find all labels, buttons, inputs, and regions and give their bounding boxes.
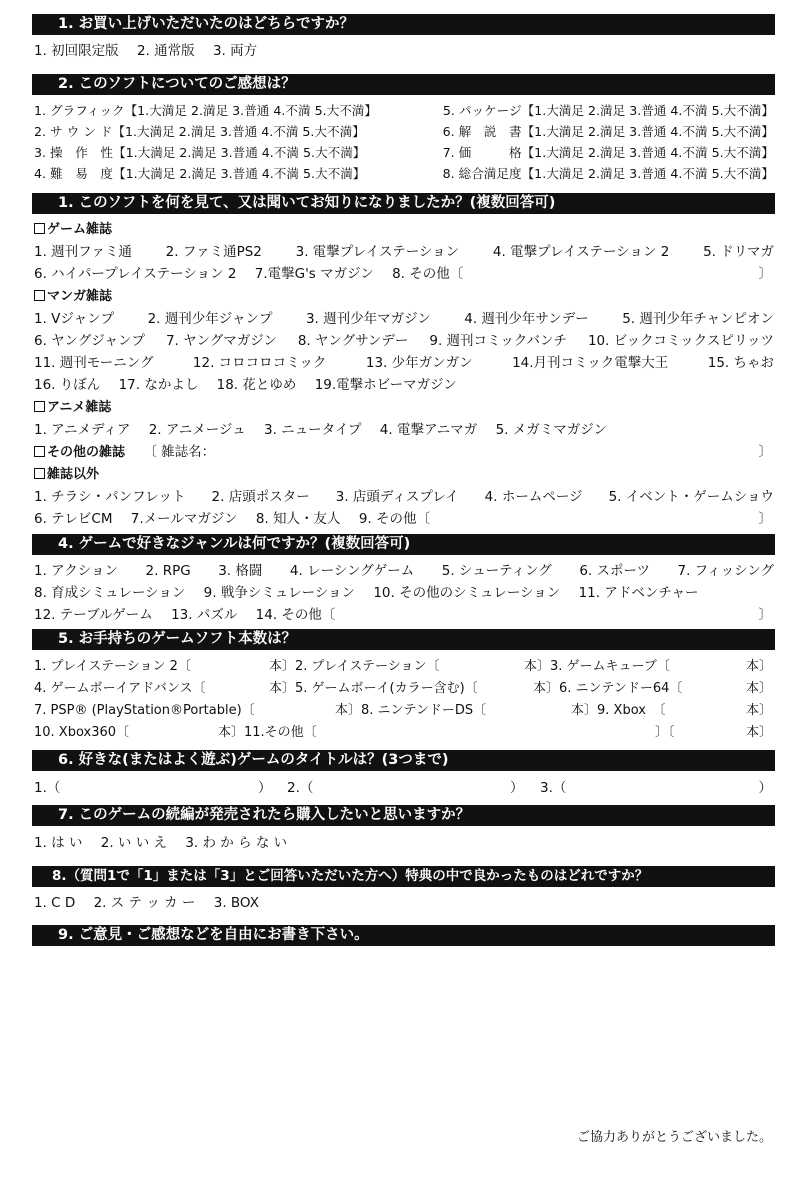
checkbox-icon[interactable] — [34, 468, 45, 479]
q2-item-price[interactable]: 7. 価 格【1.大満足 2.満足 3.普通 4.不満 5.大不満】 — [442, 145, 774, 160]
non-mag-row-1 — [34, 486, 774, 508]
q2-item-graphic[interactable]: 1. グラフィック【1.大満足 2.満足 3.普通 4.不満 5.大不満】 — [34, 103, 377, 118]
q5-end: 本〕 — [745, 659, 772, 674]
option[interactable]: 6. ヤングジャンプ — [34, 333, 145, 349]
q2-item-controls[interactable]: 3. 操 作 性【1.大満足 2.満足 3.普通 4.不満 5.大不満】 — [34, 145, 366, 160]
manga-mag-label: マンガ雑誌 — [34, 286, 774, 308]
option[interactable]: 14.月刊コミック電撃大王 — [512, 355, 669, 371]
q5-xbox[interactable]: 本〕9. Xbox 〔 — [571, 703, 666, 718]
option[interactable]: 6. テレビCM — [34, 511, 113, 527]
option-other[interactable]: 8. その他〔 — [392, 266, 464, 282]
q4-row-1 — [34, 560, 774, 582]
q5-ds[interactable]: 本〕8. ニンテンドーDS〔 — [335, 703, 487, 718]
option[interactable]: 2. RPG — [145, 563, 191, 579]
option[interactable]: 8. ヤングサンデー — [297, 333, 409, 349]
q9-header: 9. ご意見・ご感想などを自由にお書き下さい。 — [32, 925, 775, 946]
q5-xbox360[interactable]: 10. Xbox360〔 — [34, 725, 130, 740]
q6-title-3-open[interactable]: 3.（ — [540, 780, 567, 796]
option[interactable]: 11. 週刊モーニング — [34, 355, 154, 371]
q5-header: 5. お手持ちのゲームソフト本数は？ — [32, 629, 775, 650]
option[interactable]: 13. パズル — [171, 607, 238, 623]
other-mag-label: その他の雑誌 — [47, 445, 126, 460]
option[interactable]: 1. 週刊ファミ通 — [34, 244, 132, 260]
option[interactable]: 3. 週刊少年マガジン — [305, 311, 431, 327]
checkbox-icon[interactable] — [34, 446, 45, 457]
q5-n64[interactable]: 本〕6. ニンテンドー64〔 — [533, 681, 683, 696]
option[interactable]: 17. なかよし — [118, 377, 199, 393]
manga-mag-row-2 — [34, 330, 774, 352]
option[interactable]: 5. シューティング — [441, 563, 552, 579]
option[interactable]: 4. レーシングゲーム — [289, 563, 415, 579]
option[interactable]: 2. 週刊少年ジャンプ — [147, 311, 273, 327]
other-mag-row — [34, 441, 774, 463]
q6-title-3-close: ） — [758, 780, 772, 796]
checkbox-icon[interactable] — [34, 223, 45, 234]
q2-row-4 — [34, 163, 774, 185]
option-other[interactable]: 9. その他〔 — [358, 511, 430, 527]
closing-text: ご協力ありがとうございました。 — [576, 1130, 772, 1145]
game-mag-label: ゲーム雑誌 — [34, 219, 774, 241]
option[interactable]: 4. 電撃プレイステーション 2 — [492, 244, 670, 260]
q1-option-2[interactable]: 2. 通常版 — [136, 43, 195, 59]
q6-title-2-close: ） — [510, 780, 524, 796]
option[interactable]: 7.電撃G's マガジン — [254, 266, 374, 282]
q5-gameboy[interactable]: 本〕5. ゲームボーイ(カラー含む)〔 — [269, 681, 478, 696]
q5-other-count[interactable]: 〕〔 — [655, 725, 675, 740]
q6-header: 6. 好きな(またはよく遊ぶ)ゲームのタイトルは？(3つまで) — [32, 750, 775, 771]
q1-options — [34, 40, 774, 62]
q5-ps[interactable]: 本〕2. プレイステーション〔 — [269, 659, 440, 674]
manga-mag-row-3 — [34, 352, 774, 374]
option[interactable]: 4. 週刊少年サンデー — [464, 311, 589, 327]
option[interactable]: 4. 電撃アニマガ — [379, 422, 478, 438]
q5-end: 本〕 — [745, 725, 772, 740]
option[interactable]: 1. アクション — [34, 563, 118, 579]
q5-gba[interactable]: 4. ゲームボーイアドバンス〔 — [34, 681, 206, 696]
option[interactable]: 10. ビックコミックスピリッツ — [587, 333, 774, 349]
option[interactable]: 2. ファミ通PS2 — [165, 244, 262, 260]
q5-end: 本〕 — [745, 703, 772, 718]
option[interactable]: 18. 花とゆめ — [216, 377, 297, 393]
comments-area[interactable] — [34, 950, 774, 1115]
manga-mag-row-1 — [34, 308, 774, 330]
option[interactable]: 15. ちゃお — [707, 355, 774, 371]
game-mag-row-2 — [34, 263, 774, 285]
q2-row-3 — [34, 142, 774, 164]
checkbox-icon[interactable] — [34, 290, 45, 301]
option[interactable]: 3. 電撃プレイステーション — [295, 244, 460, 260]
option[interactable]: 3. 格闘 — [218, 563, 263, 579]
option[interactable]: 4. ホームページ — [484, 489, 583, 505]
q8-options — [34, 892, 774, 914]
q7-options — [34, 832, 774, 854]
option[interactable]: 8. 知人・友人 — [255, 511, 341, 527]
manga-mag-row-4 — [34, 374, 774, 396]
q2-item-manual[interactable]: 6. 解 説 書【1.大満足 2.満足 3.普通 4.不満 5.大不満】 — [442, 124, 774, 139]
q2-item-sound[interactable]: 2. サ ウ ン ド【1.大満足 2.満足 3.普通 4.不満 5.大不満】 — [34, 124, 365, 139]
q1-option-1[interactable]: 1. 初回限定版 — [34, 43, 119, 59]
option[interactable]: 5. イベント・ゲームショウ — [608, 489, 774, 505]
q8-header: 8.（質問1で「1」または「3」とご回答いただいた方へ）特典の中で良かったものはどれですか？ — [32, 866, 775, 887]
option[interactable]: 7. フィッシング — [677, 563, 774, 579]
option[interactable]: 12. コロコロコミック — [192, 355, 327, 371]
q3-header: 1. このソフトを何を見て、又は聞いてお知りになりましたか？(複数回答可) — [32, 193, 775, 214]
q5-psp[interactable]: 7. PSP® (PlayStation®Portable)〔 — [34, 703, 255, 718]
option[interactable]: 1. チラシ・パンフレット — [34, 489, 186, 505]
q2-item-difficulty[interactable]: 4. 難 易 度【1.大満足 2.満足 3.普通 4.不満 5.大不満】 — [34, 166, 366, 181]
option[interactable]: 9. 戦争シミュレーション — [203, 585, 356, 601]
q5-gamecube[interactable]: 本〕3. ゲームキューブ〔 — [524, 659, 670, 674]
q5-other[interactable]: 本〕11.その他〔 — [218, 725, 317, 740]
anime-mag-label: アニメ雑誌 — [34, 397, 774, 419]
non-mag-label: 雑誌以外 — [34, 464, 774, 486]
q2-item-package[interactable]: 5. パッケージ【1.大満足 2.満足 3.普通 4.不満 5.大不満】 — [442, 103, 774, 118]
q7-header: 7. このゲームの続編が発売されたら購入したいと思いますか？ — [32, 805, 775, 826]
close-bracket: 〕 — [758, 444, 772, 460]
option[interactable]: 6. スポーツ — [579, 563, 650, 579]
q8-option-sticker[interactable]: 2. ス テ ッ カ ー — [93, 895, 196, 911]
option[interactable]: 5. メガミマガジン — [495, 422, 607, 438]
option[interactable]: 10. その他のシミュレーション — [373, 585, 561, 601]
option[interactable]: 19.電撃ホビーマガジン — [314, 377, 457, 393]
q4-row-3 — [34, 604, 774, 626]
q5-end: 本〕 — [745, 681, 772, 696]
q2-row-2 — [34, 121, 774, 143]
q7-option-no[interactable]: 2. い い え — [100, 835, 168, 851]
option[interactable]: 6. ハイパープレイステーション 2 — [34, 266, 237, 282]
option[interactable]: 1. アニメディア — [34, 422, 131, 438]
q1-option-3[interactable]: 3. 両方 — [212, 43, 258, 59]
q8-option-box[interactable]: 3. BOX — [213, 895, 259, 911]
q2-row-1 — [34, 100, 774, 122]
q7-option-yes[interactable]: 1. は い — [34, 835, 83, 851]
q8-option-cd[interactable]: 1. C D — [34, 895, 76, 911]
q4-row-2 — [34, 582, 774, 604]
option[interactable]: 7.メールマガジン — [130, 511, 238, 527]
close-bracket: 〕 — [758, 607, 772, 623]
close-bracket: 〕 — [758, 266, 772, 282]
option[interactable]: 3. 店頭ディスプレイ — [335, 489, 459, 505]
option[interactable]: 2. アニメージュ — [148, 422, 246, 438]
close-bracket: 〕 — [758, 511, 772, 527]
q6-title-1-open[interactable]: 1.（ — [34, 780, 61, 796]
q6-title-2-open[interactable]: 2.（ — [287, 780, 314, 796]
option[interactable]: 8. 育成シミュレーション — [34, 585, 186, 601]
q6-title-1-close: ） — [258, 780, 272, 796]
option[interactable]: 9. 週刊コミックバンチ — [429, 333, 567, 349]
option[interactable]: 1. Vジャンプ — [34, 311, 115, 327]
anime-mag-row-1 — [34, 419, 774, 441]
magazine-name-field[interactable]: 〔 雑誌名： — [143, 444, 216, 460]
option-other[interactable]: 14. その他〔 — [255, 607, 336, 623]
q2-header: 2. このソフトについてのご感想は？ — [32, 74, 775, 95]
q7-option-unsure[interactable]: 3. わ か ら な い — [185, 835, 288, 851]
non-mag-row-2 — [34, 508, 774, 530]
option[interactable]: 5. ドリマガ — [703, 244, 774, 260]
option[interactable]: 2. 店頭ポスター — [211, 489, 310, 505]
q1-header: 1. お買い上げいただいたのはどちらですか？ — [32, 14, 775, 35]
option[interactable]: 11. アドベンチャー — [578, 585, 699, 601]
q4-header: 4. ゲームで好きなジャンルは何ですか？(複数回答可) — [32, 534, 775, 555]
option[interactable]: 12. テーブルゲーム — [34, 607, 153, 623]
checkbox-icon[interactable] — [34, 401, 45, 412]
option[interactable]: 16. りぼん — [34, 377, 101, 393]
option[interactable]: 3. ニュータイプ — [263, 422, 362, 438]
q5-ps2[interactable]: 1. プレイステーション 2〔 — [34, 659, 191, 674]
game-mag-row-1 — [34, 241, 774, 263]
q2-item-overall[interactable]: 8. 総合満足度【1.大満足 2.満足 3.普通 4.不満 5.大不満】 — [442, 166, 774, 181]
option[interactable]: 13. 少年ガンガン — [365, 355, 473, 371]
option[interactable]: 5. 週刊少年チャンピオン — [622, 311, 774, 327]
option[interactable]: 7. ヤングマガジン — [165, 333, 277, 349]
